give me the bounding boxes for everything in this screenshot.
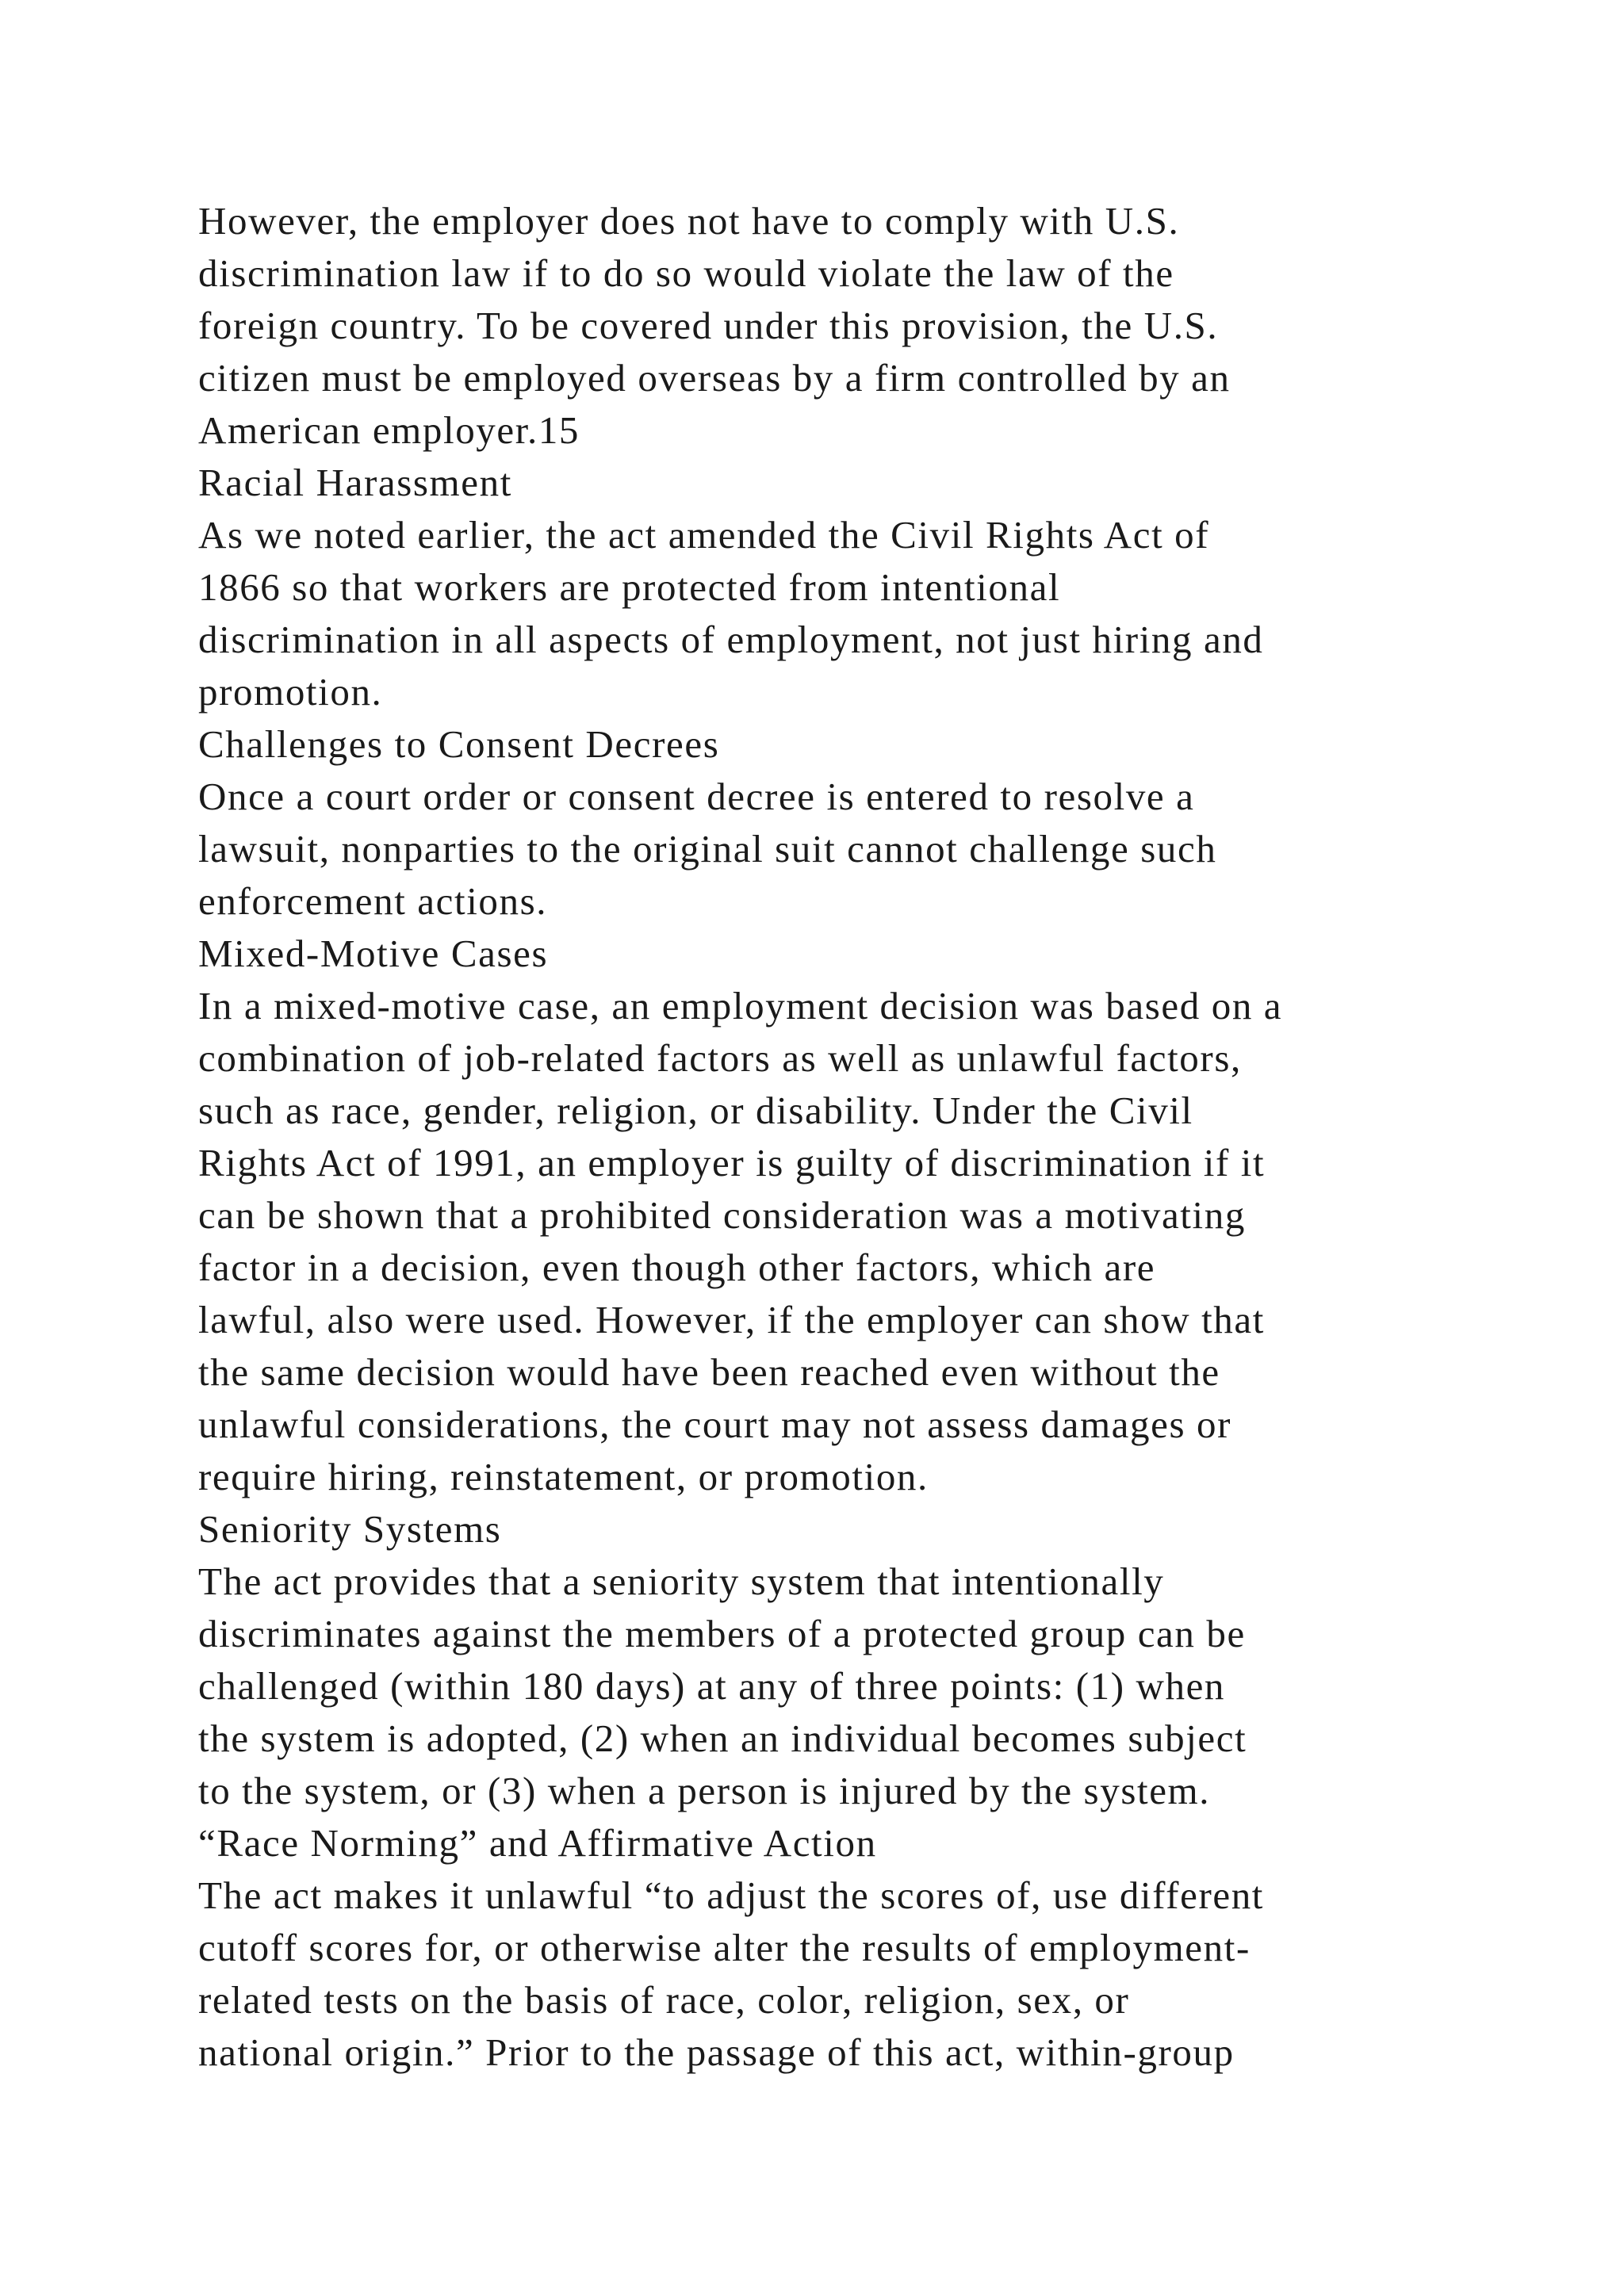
text-line: related tests on the basis of race, color, religion, sex, or [198, 1978, 1130, 2022]
text-line: enforcement actions. [198, 879, 548, 923]
text-line: combination of job-related factors as well as unlawful factors, [198, 1036, 1242, 1080]
text-line: As we noted earlier, the act amended the Civil Rights Act of [198, 513, 1210, 557]
text-line: national origin.” Prior to the passage of this act, within-group [198, 2030, 1235, 2074]
text-line: the same decision would have been reached even without the [198, 1350, 1220, 1394]
text-line: unlawful considerations, the court may not assess damages or [198, 1402, 1232, 1446]
text-line: The act provides that a seniority system that intentionally [198, 1559, 1165, 1603]
text-line: promotion. [198, 670, 383, 714]
text-line: 1866 so that workers are protected from intentional [198, 565, 1061, 609]
text-line: citizen must be employed overseas by a firm controlled by an [198, 356, 1231, 400]
text-line: can be shown that a prohibited consideration was a motivating [198, 1193, 1246, 1237]
text-line: discriminates against the members of a protected group can be [198, 1612, 1246, 1655]
text-line: American employer.15 [198, 408, 580, 452]
section-heading-racial-harassment: Racial Harassment [198, 461, 512, 504]
section-heading-consent-decrees: Challenges to Consent Decrees [198, 722, 720, 766]
section-heading-race-norming: “Race Norming” and Affirmative Action [198, 1821, 877, 1865]
text-line: However, the employer does not have to comply with U.S. [198, 199, 1180, 243]
text-line: to the system, or (3) when a person is injured by the system. [198, 1769, 1211, 1812]
text-line: Rights Act of 1991, an employer is guilty of discrimination if it [198, 1141, 1266, 1184]
text-line: The act makes it unlawful “to adjust the scores of, use different [198, 1873, 1265, 1917]
text-line: lawsuit, nonparties to the original suit cannot challenge such [198, 827, 1217, 871]
text-line: cutoff scores for, or otherwise alter the results of employment- [198, 1926, 1251, 1969]
text-line: discrimination law if to do so would violate the law of the [198, 251, 1174, 295]
section-heading-mixed-motive: Mixed-Motive Cases [198, 932, 549, 975]
text-line: Once a court order or consent decree is entered to resolve a [198, 775, 1195, 818]
text-line: discrimination in all aspects of employment, not just hiring and [198, 618, 1264, 661]
document-text [198, 195, 1546, 2079]
text-line: In a mixed-motive case, an employment decision was based on a [198, 984, 1283, 1027]
text-line: the system is adopted, (2) when an individual becomes subject [198, 1716, 1247, 1760]
text-line: foreign country. To be covered under this provision, the U.S. [198, 304, 1219, 347]
text-line: factor in a decision, even though other factors, which are [198, 1246, 1156, 1289]
text-line: require hiring, reinstatement, or promotion. [198, 1455, 929, 1498]
text-line: lawful, also were used. However, if the employer can show that [198, 1298, 1265, 1341]
section-heading-seniority-systems: Seniority Systems [198, 1507, 502, 1551]
text-line: challenged (within 180 days) at any of three points: (1) when [198, 1664, 1226, 1708]
text-line: such as race, gender, religion, or disability. Under the Civil [198, 1089, 1193, 1132]
